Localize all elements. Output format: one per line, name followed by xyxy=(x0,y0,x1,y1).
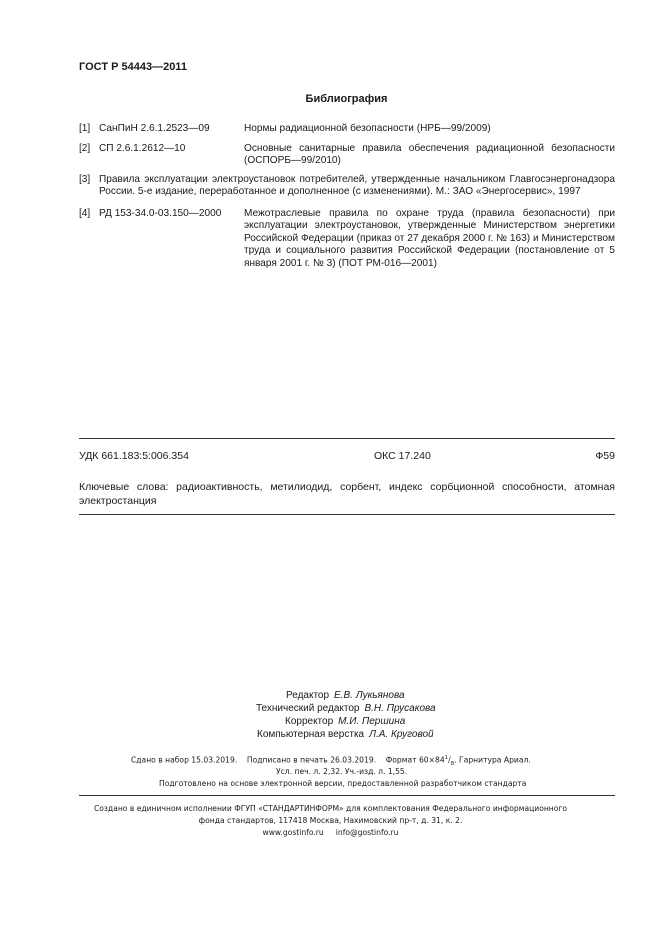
publisher-website-link[interactable]: www.gostinfo.ru xyxy=(262,828,324,837)
corrector-name: М.И. Першина xyxy=(338,716,406,727)
imprint-format-sup: 1 xyxy=(444,755,449,761)
ref-code: СанПиН 2.6.1.2523—09 xyxy=(99,123,210,134)
editor-label: Редактор xyxy=(286,690,330,701)
publisher-line-2: фонда стандартов, 117418 Москва, Нахимовский пр-т, д. 31, к. 2. xyxy=(198,816,463,825)
ref-code: РД 153-34.0-03.150—2000 xyxy=(99,208,222,219)
ref-number: [1] xyxy=(79,123,91,134)
corrector-label: Корректор xyxy=(285,716,334,727)
corrector-line xyxy=(285,715,405,729)
ref-description: Межотраслевые правила по охране труда (правила безопасности) при эксплуатации электроустановок, утвержденные Министерством энергетики Российской Федерации (приказ от 27 декабря 2000 г. № 163) и Министерством труда и социального развития Российской Федерации (постановление от 5 января 2001 г. № 3) (ПОТ РМ-016—2001) xyxy=(244,208,615,269)
ref-description: Нормы радиационной безопасности (НРБ—99/2009) xyxy=(244,123,491,134)
imprint-format: Формат 60×84 xyxy=(385,755,445,765)
publisher-contacts xyxy=(0,828,661,837)
publisher-email-link[interactable]: info@gostinfo.ru xyxy=(335,828,399,837)
imprint-format-sub: 8 xyxy=(450,761,455,768)
imprint-font: . Гарнитура Ариал. xyxy=(454,755,531,765)
bibliography-title: Библиография xyxy=(305,93,388,105)
udk-code: УДК 661.183:5:006.354 xyxy=(79,450,189,462)
divider-publisher xyxy=(79,795,615,796)
imprint-line-2: Усл. печ. л. 2,32. Уч.-изд. л. 1,55. xyxy=(276,767,408,776)
ref-number: [2] xyxy=(79,143,91,154)
ref-number: [3] xyxy=(79,174,91,185)
imprint-line-1: Сдано в набор 15.03.2019. Подписано в печать 26.03.2019. Формат $60\times 84^1/_8$. Гарнитура Ариал. xyxy=(131,755,531,768)
divider-bottom xyxy=(79,514,615,515)
tech-editor-line xyxy=(256,702,436,716)
imprint-sent: Сдано в набор 15.03.2019. xyxy=(131,755,238,765)
ref-full-text: Правила эксплуатации электроустановок потребителей, утвержденные начальником Главгосэнергонадзора России. 5-е издание, переработанное и дополненное (с изменениями). М.: ЗАО «Энергосервис», 1997 xyxy=(99,174,615,198)
classification-code: Ф59 xyxy=(595,450,615,462)
keywords: Ключевые слова: радиоактивность, метилиодид, сорбент, индекс сорбционной способности, атомная электростанция xyxy=(79,481,615,507)
ref-code: СП 2.6.1.2612—10 xyxy=(99,143,186,154)
document-code: ГОСТ Р 54443—2011 xyxy=(79,61,187,73)
editor-line xyxy=(286,689,405,703)
ref-number: [4] xyxy=(79,208,91,219)
imprint-line-3: Подготовлено на основе электронной версии, предоставленной разработчиком стандарта xyxy=(159,779,527,788)
layout-name: Л.А. Круговой xyxy=(369,729,434,740)
publisher-line-1: Создано в единичном исполнении ФГУП «СТАНДАРТИНФОРМ» для комплектования Федерального информационного xyxy=(93,804,568,813)
layout-line xyxy=(257,728,434,742)
ref-description: Основные санитарные правила обеспечения радиационной безопасности (ОСПОРБ—99/2010) xyxy=(244,143,615,167)
imprint-signed: Подписано в печать 26.03.2019. xyxy=(246,755,377,765)
tech-editor-label: Технический редактор xyxy=(256,703,360,714)
layout-label: Компьютерная верстка xyxy=(257,729,365,740)
oks-code: ОКС 17.240 xyxy=(374,450,431,462)
editor-name: Е.В. Лукьянова xyxy=(334,690,405,701)
tech-editor-name: В.Н. Прусакова xyxy=(364,703,436,714)
divider-top xyxy=(79,438,615,439)
